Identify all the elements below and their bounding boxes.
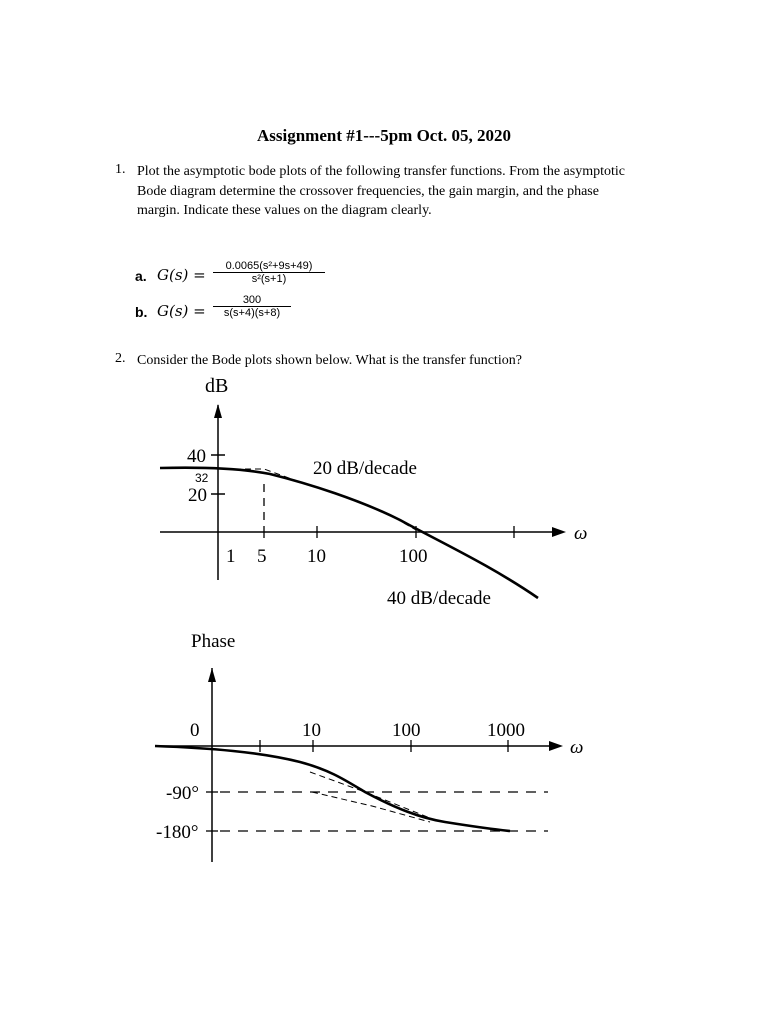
mag-y-tick-label: 40 <box>187 446 206 467</box>
q1-text-line: Plot the asymptotic bode plots of the following transfer functions. From the asymptotic <box>137 164 625 179</box>
phase-x-tick-label: 1000 <box>487 720 525 741</box>
eq-a-numerator: 0.0065(s²+9s+49) <box>225 260 313 272</box>
mag-slope-label: 40 dB/decade <box>387 588 491 609</box>
phase-x-tick-label: 10 <box>302 720 321 741</box>
phase-x-tick-label: 0 <box>190 720 200 741</box>
q2-number: 2. <box>115 351 126 366</box>
mag-y-label: dB <box>205 375 229 397</box>
mag-x-tick-label: 10 <box>307 546 326 567</box>
eq-a-lhs: G(s) = <box>157 266 206 284</box>
eq-b-numerator: 300 <box>242 294 262 306</box>
q1-text-line: Bode diagram determine the crossover frequencies, the gain margin, and the phase <box>137 183 599 199</box>
q2-text: Consider the Bode plots shown below. What is the transfer function? <box>137 353 522 368</box>
phase-x-tick-label: 100 <box>392 720 421 741</box>
mag-x-tick-label: 100 <box>399 546 428 567</box>
eq-b-label: b. <box>135 304 148 320</box>
page-title: Assignment #1---5pm Oct. 05, 2020 <box>256 126 512 145</box>
mag-x-tick-label: 1 <box>226 546 236 567</box>
mag-curve <box>160 468 538 598</box>
mag-x-arrow <box>552 527 566 537</box>
phase-x-label: ω <box>570 737 584 758</box>
q1-number: 1. <box>115 162 126 177</box>
eq-b-denominator: s(s+4)(s+8) <box>213 306 291 319</box>
mag-y-annotation: 32 <box>195 471 209 485</box>
mag-y-tick-label: 20 <box>188 485 207 506</box>
q1-text-line: margin. Indicate these values on the diagram clearly. <box>137 203 432 218</box>
eq-b-lhs: G(s) = <box>157 302 206 320</box>
mag-x-tick-label: 5 <box>257 546 267 567</box>
mag-y-arrow <box>214 404 222 418</box>
phase-y-label: Phase <box>191 631 236 652</box>
eq-a-denominator: s²(s+1) <box>213 272 325 285</box>
phase-y-tick-label: -90° <box>166 783 199 804</box>
eq-a-label: a. <box>135 268 147 284</box>
mag-x-label: ω <box>574 523 588 544</box>
mag-slope-label: 20 dB/decade <box>313 458 417 479</box>
phase-y-tick-label: -180° <box>156 822 199 843</box>
